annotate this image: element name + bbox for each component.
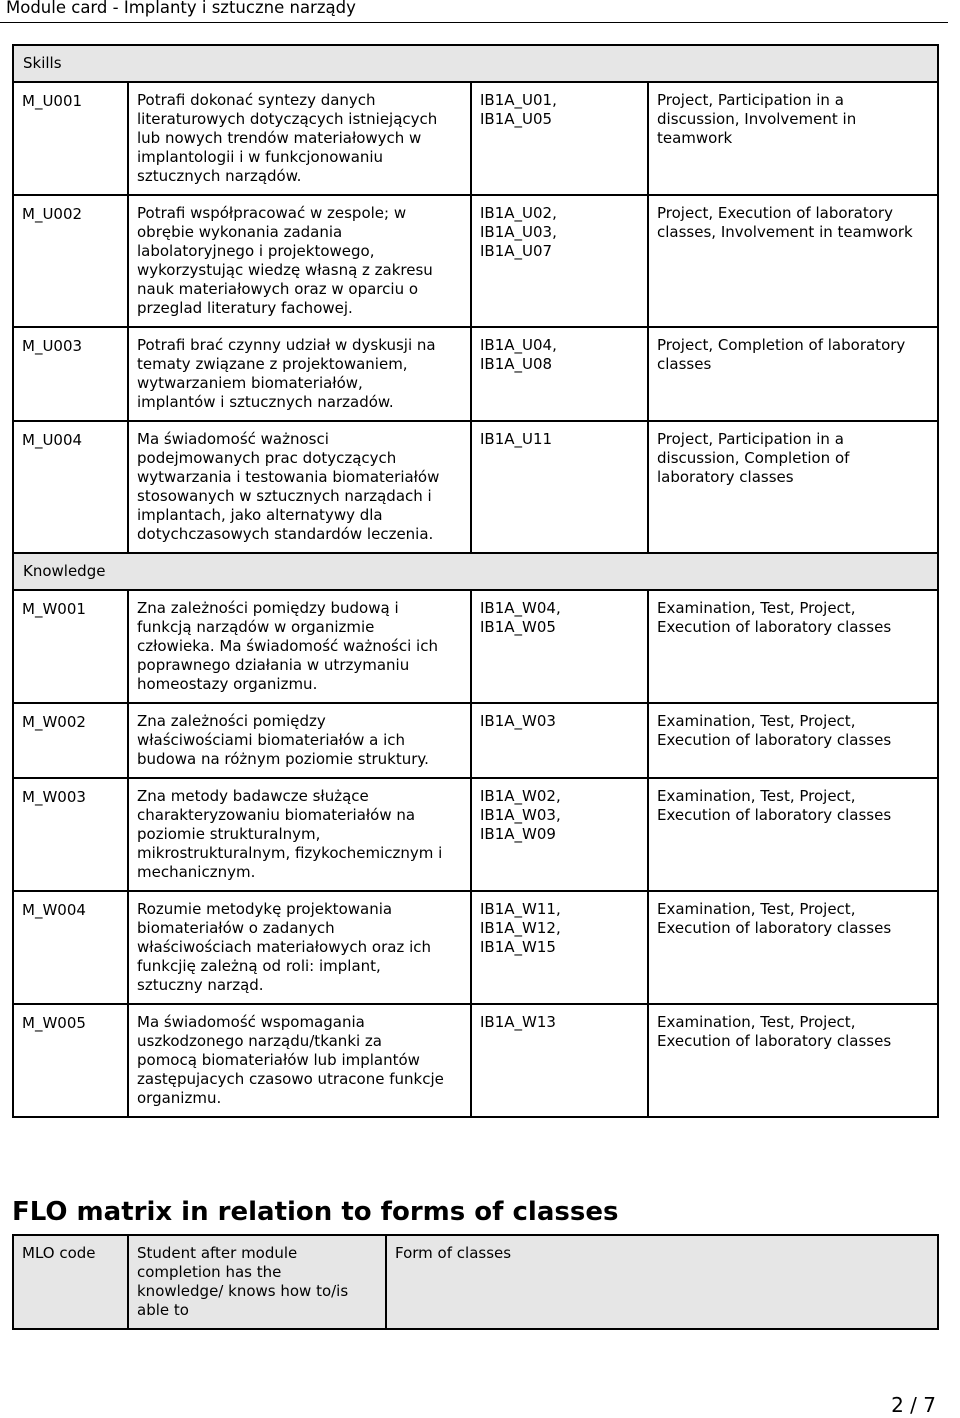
table-row — [13, 327, 938, 421]
effect-description-line: lub nowych trendów materiałowych w — [137, 129, 422, 147]
effect-description — [128, 703, 471, 778]
effect-description-line: obrębie wykonania zadania — [137, 223, 343, 241]
verification-methods-line: Execution of laboratory classes — [657, 618, 892, 636]
flo-col-student-line: Student after module — [137, 1244, 298, 1262]
section-label-skills: Skills — [13, 45, 938, 82]
mlo-code-line: M_U002 — [22, 205, 83, 223]
page-title: Module card - Implanty i sztuczne narządy — [6, 0, 356, 17]
effect-description-line: poprawnego działania w utrzymaniu — [137, 656, 410, 674]
flo-heading: FLO matrix in relation to forms of classes — [12, 1197, 619, 1227]
verification-methods-line: Execution of laboratory classes — [657, 731, 892, 749]
effect-description — [128, 590, 471, 703]
page-header — [0, 0, 948, 23]
flo-col-student — [128, 1235, 386, 1329]
reference-codes-line: IB1A_W02, — [480, 787, 561, 805]
effect-description-line: organizmu. — [137, 1089, 222, 1107]
reference-codes-line: IB1A_U02, — [480, 204, 557, 222]
verification-methods-line: Examination, Test, Project, — [657, 712, 856, 730]
effect-description-line: podejmowanych prac dotyczących — [137, 449, 397, 467]
effect-description-line: mikrostrukturalnym, fizykochemicznym i — [137, 844, 443, 862]
mlo-code-line: M_U004 — [22, 431, 83, 449]
effect-description-line: funkcjię zależną od roli: implant, — [137, 957, 381, 975]
reference-codes — [471, 703, 648, 778]
table-row — [13, 421, 938, 553]
reference-codes-line: IB1A_U05 — [480, 110, 553, 128]
flo-col-form: Form of classes — [386, 1235, 938, 1329]
effect-description-line: Zna metody badawcze służące — [137, 787, 369, 805]
verification-methods — [648, 778, 938, 891]
verification-methods-line: Project, Execution of laboratory — [657, 204, 893, 222]
effect-description-line: labolatoryjnego i projektowego, — [137, 242, 375, 260]
verification-methods — [648, 327, 938, 421]
reference-codes-line: IB1A_W03, — [480, 806, 561, 824]
reference-codes-line: IB1A_U03, — [480, 223, 557, 241]
effect-description — [128, 778, 471, 891]
effect-description — [128, 421, 471, 553]
reference-codes-line: IB1A_W04, — [480, 599, 561, 617]
effect-description-line: pomocą biomateriałów lub implantów — [137, 1051, 420, 1069]
verification-methods — [648, 590, 938, 703]
reference-codes-line: IB1A_W11, — [480, 900, 561, 918]
verification-methods-line: discussion, Completion of — [657, 449, 850, 467]
verification-methods-line: classes, Involvement in teamwork — [657, 223, 913, 241]
reference-codes-line: IB1A_U07 — [480, 242, 553, 260]
verification-methods-line: Examination, Test, Project, — [657, 900, 856, 918]
reference-codes — [471, 82, 648, 195]
reference-codes-line: IB1A_W13 — [480, 1013, 556, 1031]
effect-description-line: sztucznych narządów. — [137, 167, 302, 185]
effect-description-line: uszkodzonego narządu/tkanki za — [137, 1032, 383, 1050]
reference-codes-line: IB1A_U11 — [480, 430, 553, 448]
effect-description-line: właściwościami biomateriałów a ich — [137, 731, 406, 749]
table-row — [13, 590, 938, 703]
effect-description-line: funkcją narządów w organizmie — [137, 618, 375, 636]
effect-description-line: Ma świadomość wspomagania — [137, 1013, 365, 1031]
table-row — [13, 891, 938, 1004]
effect-description-line: poziomie strukturalnym, — [137, 825, 321, 843]
effect-description-line: zastępujacych czasowo utracone funkcje — [137, 1070, 444, 1088]
verification-methods-line: Examination, Test, Project, — [657, 599, 856, 617]
effect-description-line: nauk materiałowych oraz w oparciu o — [137, 280, 419, 298]
mlo-code — [13, 1004, 128, 1117]
mlo-code-line: M_W003 — [22, 788, 86, 806]
reference-codes-line: IB1A_U08 — [480, 355, 553, 373]
reference-codes — [471, 778, 648, 891]
flo-matrix-table — [12, 1234, 939, 1330]
reference-codes-line: IB1A_U01, — [480, 91, 557, 109]
table-row — [13, 195, 938, 327]
effect-description-line: Potrafi współpracować w zespole; w — [137, 204, 407, 222]
mlo-code — [13, 82, 128, 195]
verification-methods-line: Examination, Test, Project, — [657, 787, 856, 805]
verification-methods-line: Execution of laboratory classes — [657, 1032, 892, 1050]
verification-methods — [648, 82, 938, 195]
verification-methods-line: Execution of laboratory classes — [657, 806, 892, 824]
verification-methods-line: Examination, Test, Project, — [657, 1013, 856, 1031]
mlo-code-line: M_U001 — [22, 92, 83, 110]
verification-methods — [648, 1004, 938, 1117]
verification-methods — [648, 703, 938, 778]
reference-codes-line: IB1A_W09 — [480, 825, 556, 843]
effect-description-line: implantologii i w funkcjonowaniu — [137, 148, 384, 166]
verification-methods — [648, 421, 938, 553]
reference-codes — [471, 327, 648, 421]
mlo-code — [13, 891, 128, 1004]
mlo-code — [13, 421, 128, 553]
mlo-code-line: M_W002 — [22, 713, 86, 731]
effect-description — [128, 327, 471, 421]
verification-methods-line: classes — [657, 355, 712, 373]
verification-methods-line: discussion, Involvement in — [657, 110, 857, 128]
mlo-code-line: M_W004 — [22, 901, 86, 919]
reference-codes — [471, 891, 648, 1004]
effect-description-line: Zna zależności pomiędzy budową i — [137, 599, 399, 617]
effect-description — [128, 1004, 471, 1117]
flo-col-student-line: completion has the — [137, 1263, 282, 1281]
effect-description-line: wytwarzania i testowania biomateriałów — [137, 468, 440, 486]
effect-description-line: wytwarzaniem biomateriałów, — [137, 374, 363, 392]
effect-description-line: właściwościach materiałowych oraz ich — [137, 938, 431, 956]
verification-methods-line: laboratory classes — [657, 468, 794, 486]
effect-description-line: charakteryzowaniu biomateriałów na — [137, 806, 416, 824]
effect-description-line: Rozumie metodykę projektowania — [137, 900, 393, 918]
mlo-code — [13, 327, 128, 421]
verification-methods-line: Project, Participation in a — [657, 91, 844, 109]
reference-codes — [471, 195, 648, 327]
table-row — [13, 82, 938, 195]
flo-header-row — [13, 1235, 938, 1329]
effect-description-line: sztuczny narząd. — [137, 976, 264, 994]
reference-codes-line: IB1A_W12, — [480, 919, 561, 937]
effect-description — [128, 195, 471, 327]
section-row-skills — [13, 45, 938, 82]
effect-description-line: Potrafi brać czynny udział w dyskusji na — [137, 336, 436, 354]
page-number: 2 / 7 — [891, 1393, 936, 1417]
table-row — [13, 1004, 938, 1117]
section-row-knowledge — [13, 553, 938, 590]
mlo-code — [13, 778, 128, 891]
flo-col-mlo-code: MLO code — [13, 1235, 128, 1329]
mlo-code — [13, 703, 128, 778]
effect-description-line: tematy związane z projektowaniem, — [137, 355, 408, 373]
verification-methods-line: Project, Completion of laboratory — [657, 336, 906, 354]
verification-methods-line: Project, Participation in a — [657, 430, 844, 448]
effect-description-line: Zna zależności pomiędzy — [137, 712, 326, 730]
mlo-code-line: M_W001 — [22, 600, 86, 618]
verification-methods — [648, 195, 938, 327]
reference-codes-line: IB1A_W05 — [480, 618, 556, 636]
effect-description — [128, 891, 471, 1004]
effect-description-line: literaturowych dotyczących istniejących — [137, 110, 438, 128]
verification-methods — [648, 891, 938, 1004]
reference-codes-line: IB1A_W03 — [480, 712, 556, 730]
effects-table — [12, 44, 939, 1118]
effect-description-line: budowa na różnym poziomie struktury. — [137, 750, 429, 768]
mlo-code — [13, 590, 128, 703]
effect-description-line: implantach, jako alternatywy dla — [137, 506, 383, 524]
effect-description-line: wykorzystując wiedzę własną z zakresu — [137, 261, 433, 279]
effect-description-line: stosowanych w sztucznych narządach i — [137, 487, 432, 505]
mlo-code-line: M_U003 — [22, 337, 83, 355]
reference-codes-line: IB1A_W15 — [480, 938, 556, 956]
mlo-code-line: M_W005 — [22, 1014, 86, 1032]
flo-col-student-line: knowledge/ knows how to/is — [137, 1282, 349, 1300]
reference-codes — [471, 1004, 648, 1117]
effect-description-line: Ma świadomość ważnosci — [137, 430, 329, 448]
section-label-knowledge: Knowledge — [13, 553, 938, 590]
effect-description-line: mechanicznym. — [137, 863, 256, 881]
mlo-code — [13, 195, 128, 327]
effect-description-line: dotychczasowych standardów leczenia. — [137, 525, 434, 543]
effect-description-line: Potrafi dokonać syntezy danych — [137, 91, 376, 109]
table-row — [13, 703, 938, 778]
effect-description-line: implantów i sztucznych narzadów. — [137, 393, 394, 411]
verification-methods-line: teamwork — [657, 129, 733, 147]
verification-methods-line: Execution of laboratory classes — [657, 919, 892, 937]
reference-codes — [471, 421, 648, 553]
flo-col-student-line: able to — [137, 1301, 189, 1319]
effect-description-line: człowieka. Ma świadomość ważności ich — [137, 637, 438, 655]
effect-description-line: przeglad literatury fachowej. — [137, 299, 353, 317]
table-row — [13, 778, 938, 891]
effect-description — [128, 82, 471, 195]
effect-description-line: homeostazy organizmu. — [137, 675, 318, 693]
reference-codes-line: IB1A_U04, — [480, 336, 557, 354]
effects-table-body — [13, 45, 938, 1117]
reference-codes — [471, 590, 648, 703]
effect-description-line: biomateriałów o zadanych — [137, 919, 335, 937]
